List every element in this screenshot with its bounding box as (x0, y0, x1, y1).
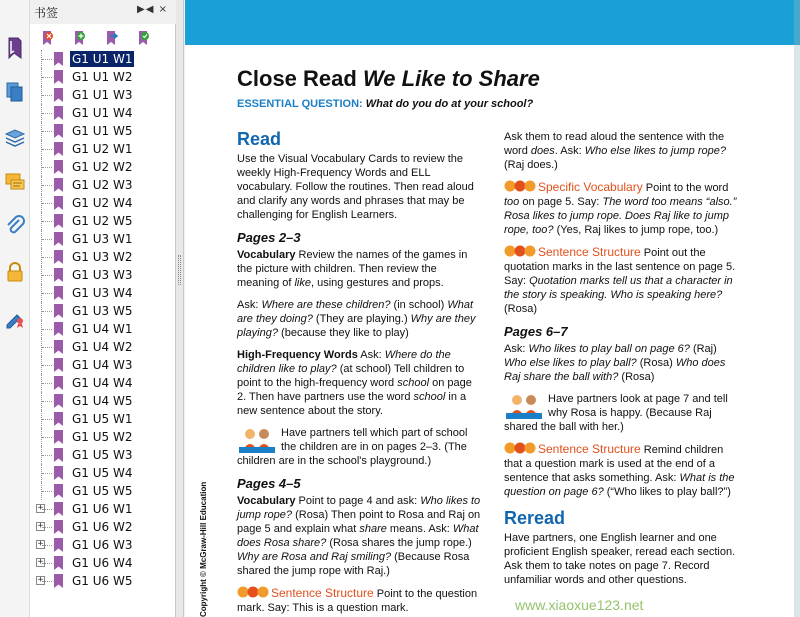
text-run: Ask: (237, 299, 262, 311)
expand-bookmark-icon[interactable] (104, 30, 120, 46)
tree-line (42, 113, 52, 114)
document-view (185, 0, 800, 617)
bookmark-label: G1 U6 W3 (72, 538, 133, 552)
bookmark-label: G1 U2 W1 (72, 142, 133, 156)
bookmark-icon (54, 286, 63, 300)
bookmark-label: G1 U2 W5 (72, 214, 133, 228)
text-run: Point to the question mark. Say: This is a question mark. (237, 588, 478, 614)
text-run: Point to the word (642, 182, 729, 194)
bookmark-item[interactable] (30, 50, 176, 68)
bookmark-icon (54, 574, 63, 588)
bookmark-label: G1 U5 W1 (72, 412, 133, 426)
text-run: Who likes to jump rope? (237, 495, 481, 521)
bookmark-icon (54, 376, 63, 390)
bookmark-label: G1 U1 W3 (72, 88, 133, 102)
tree-line (42, 185, 52, 186)
text-run: does (530, 145, 555, 157)
bookmark-item[interactable] (30, 86, 176, 104)
text-run: means. Ask: (386, 523, 453, 535)
bookmark-item[interactable] (30, 464, 176, 482)
bookmark-item[interactable] (30, 482, 176, 500)
splitter-grip[interactable] (178, 255, 181, 285)
bookmark-icon (54, 70, 63, 84)
tree-line (42, 311, 52, 312)
sentence-structure-label: Sentence Structure (538, 245, 641, 259)
bookmark-label: G1 U6 W4 (72, 556, 133, 570)
pages-4-5-heading: Pages 4–5 (237, 476, 301, 491)
bookmark-icon (54, 322, 63, 336)
expand-toggle-icon[interactable]: + (37, 539, 44, 549)
tree-line (42, 527, 52, 528)
pages-2-3-heading: Pages 2–3 (237, 230, 301, 245)
tree-line (42, 167, 52, 168)
bookmark-item[interactable] (30, 356, 176, 374)
bookmark-icon (54, 556, 63, 570)
text-run: . Ask: (554, 145, 585, 157)
bookmark-label: G1 U4 W2 (72, 340, 133, 354)
bookmark-label: G1 U5 W4 (72, 466, 133, 480)
bookmark-item[interactable] (30, 500, 176, 518)
bookmark-icon (54, 124, 63, 138)
tree-line (42, 473, 52, 474)
text-run: like (294, 277, 311, 289)
ask-paragraph (237, 298, 481, 340)
tree-line (42, 329, 52, 330)
text-run: (“Who likes to play ball?”) (603, 486, 731, 498)
bookmark-label: G1 U1 W5 (72, 124, 133, 138)
text-run: school (413, 391, 446, 403)
panel-title: 书签 (34, 6, 59, 20)
bookmark-item[interactable] (30, 212, 176, 230)
bookmark-item[interactable] (30, 68, 176, 86)
text-run: on page 5. Say: (519, 196, 603, 208)
copyright-text: Copyright © McGraw-Hill Education (199, 481, 208, 617)
bookmark-panel (30, 0, 176, 617)
bookmark-item[interactable] (30, 320, 176, 338)
tree-line (42, 455, 52, 456)
collaborate-icon (237, 426, 277, 454)
act-badge-icon (237, 586, 269, 598)
text-run: share (359, 523, 387, 535)
bookmark-item[interactable] (30, 230, 176, 248)
bookmark-item[interactable] (30, 194, 176, 212)
essential-question-text: What do you do at your school? (365, 98, 534, 110)
act-badge-icon (504, 245, 536, 257)
text-run: Review the names of the games in the picture with children. Then review the meaning of (237, 249, 468, 289)
attachments-icon[interactable] (3, 214, 27, 238)
bookmark-icon (54, 214, 63, 228)
text-run: What does Rosa share? (237, 523, 479, 549)
text-run: school (397, 377, 430, 389)
text-run: (They are playing.) (312, 313, 411, 325)
bookmark-icon (54, 412, 63, 426)
signatures-icon[interactable] (3, 306, 27, 330)
sentence-structure-paragraph (237, 586, 481, 615)
bookmark-label: G1 U1 W1 (72, 52, 133, 66)
text-run: (at school) Tell children to point to the high-frequency word (237, 363, 465, 389)
text-run: What is the question on page 6? (504, 472, 735, 498)
sentence-structure-paragraph-2 (504, 442, 742, 499)
copyright-vertical (199, 481, 209, 617)
bookmark-label: G1 U2 W4 (72, 196, 133, 210)
text-run: (Because Rosa shared the jump rope with Raj.) (237, 551, 470, 577)
specific-vocabulary-paragraph (504, 180, 742, 237)
reread-paragraph: Have partners, one English learner and one proficient English speaker, reread each section. Ask them to take notes on page 7. Record unfamiliar words and other questions. (504, 532, 736, 586)
security-icon[interactable] (3, 260, 27, 284)
text-column-left (237, 128, 481, 617)
text-run: on page 2. Then have partners use the word (237, 377, 472, 403)
text-run: Ask: (357, 349, 385, 361)
text-run: in a new sentence about the story. (237, 391, 467, 417)
collapse-panel-icon[interactable]: ▶◀ (137, 4, 155, 15)
text-run: Point out the quotation marks in the last sentence on page 5. Say: (504, 247, 736, 287)
essential-question-label: ESSENTIAL QUESTION: (237, 98, 363, 110)
bookmark-item[interactable] (30, 536, 176, 554)
text-run: Who does Raj share the ball with? (504, 357, 726, 383)
collaborate-paragraph-2 (504, 392, 742, 434)
bookmark-label: G1 U1 W4 (72, 106, 133, 120)
bookmark-item[interactable] (30, 266, 176, 284)
panel-splitter[interactable] (176, 0, 184, 617)
read-heading: Read (237, 129, 282, 149)
text-run: Who likes to play ball on page 6? (528, 343, 690, 355)
tree-line (42, 347, 52, 348)
act-badge-icon (504, 180, 536, 192)
new-bookmark-icon[interactable] (72, 30, 88, 46)
bookmark-icon (54, 466, 63, 480)
tree-line (42, 257, 52, 258)
bookmark-icon (54, 520, 63, 534)
bookmark-item[interactable] (30, 158, 176, 176)
go-to-bookmark-icon[interactable] (136, 30, 152, 46)
layers-icon[interactable] (3, 126, 27, 150)
bookmark-label: G1 U6 W1 (72, 502, 133, 516)
tree-line (42, 491, 52, 492)
tree-line (42, 383, 52, 384)
expand-toggle-icon[interactable]: + (37, 575, 44, 585)
vocabulary-label: Vocabulary (237, 495, 296, 507)
pages-6-7-heading: Pages 6–7 (504, 324, 568, 339)
tree-line (42, 437, 52, 438)
expand-toggle-icon[interactable]: + (37, 503, 44, 513)
bookmark-label: G1 U1 W2 (72, 70, 133, 84)
text-run: Point to page 4 and ask: (295, 495, 421, 507)
bookmark-icon (54, 88, 63, 102)
bookmark-icon (54, 484, 63, 498)
navigation-icon-strip (0, 0, 30, 617)
bookmark-label: G1 U6 W5 (72, 574, 133, 588)
bookmark-icon (54, 430, 63, 444)
bookmark-icon (54, 106, 63, 120)
tree-line (42, 509, 52, 510)
text-run: Why are Rosa and Raj smiling? (237, 551, 392, 563)
text-run: Why are they playing? (237, 313, 476, 339)
bookmark-item[interactable] (30, 374, 176, 392)
delete-bookmark-icon[interactable] (40, 30, 56, 46)
bookmark-item[interactable] (30, 338, 176, 356)
text-run: (Yes, Raj likes to jump rope, too.) (553, 224, 719, 236)
bookmark-label: G1 U5 W2 (72, 430, 133, 444)
bookmark-icon (54, 304, 63, 318)
tree-line (42, 239, 52, 240)
bookmark-item[interactable] (30, 410, 176, 428)
bookmark-label: G1 U3 W1 (72, 232, 133, 246)
high-frequency-label: High-Frequency Words (237, 349, 358, 361)
bookmark-toolbar (30, 26, 176, 50)
vocabulary-label: Vocabulary (237, 249, 296, 261)
bookmark-icon (54, 538, 63, 552)
high-frequency-paragraph (237, 348, 481, 418)
bookmark-icon (54, 358, 63, 372)
bookmark-item[interactable] (30, 428, 176, 446)
bookmark-panel-header (30, 0, 176, 24)
tree-line (42, 275, 52, 276)
tree-line (42, 149, 52, 150)
text-run: (Rosa) (504, 303, 538, 315)
title-plain: Close Read (237, 66, 363, 91)
bookmark-label: G1 U3 W2 (72, 250, 133, 264)
bookmark-icon (54, 196, 63, 210)
ask-paragraph-2 (504, 342, 742, 384)
text-run: (Rosa) Then point to Rosa and Raj on page 5 and explain what (237, 509, 481, 535)
act-badge-icon (504, 442, 536, 454)
text-run: Have partners tell which part of school the children are in on pages 2–3. (The children are in the school's playground.) (237, 427, 468, 467)
tree-line (42, 203, 52, 204)
bookmark-label: G1 U2 W2 (72, 160, 133, 174)
tree-line (42, 95, 52, 96)
text-run: (Rosa) (636, 357, 676, 369)
bookmark-icon (54, 448, 63, 462)
bookmark-icon (54, 160, 63, 174)
text-run: The word too means “also.” Rosa likes to jump rope. Does Raj like to jump rope, too? (504, 196, 737, 236)
collaborate-icon (504, 392, 544, 420)
bookmark-item[interactable] (30, 518, 176, 536)
text-run: Ask: (504, 343, 529, 355)
bookmark-label: G1 U4 W5 (72, 394, 133, 408)
bookmark-item[interactable] (30, 284, 176, 302)
bookmark-label: G1 U3 W3 (72, 268, 133, 282)
expand-toggle-icon[interactable]: + (37, 521, 44, 531)
bookmark-label: G1 U4 W1 (72, 322, 133, 336)
bookmark-icon (54, 268, 63, 282)
tree-line (42, 419, 52, 420)
text-run: Remind children that a question mark is used at the end of a sentence that asks something. Ask: (504, 444, 724, 484)
tree-line (42, 59, 52, 60)
close-panel-icon[interactable]: × (158, 4, 168, 15)
bookmark-icon (54, 502, 63, 516)
text-run: Where are these children? (261, 299, 391, 311)
text-column-right (504, 130, 742, 595)
page-title (237, 66, 540, 92)
bookmark-icon (54, 340, 63, 354)
bookmark-icon (54, 250, 63, 264)
specific-vocabulary-label: Specific Vocabulary (538, 180, 643, 194)
comments-icon[interactable] (3, 170, 27, 194)
tree-line (42, 581, 52, 582)
text-run: Ask them to read aloud the sentence with the word (504, 131, 725, 157)
bookmark-icon (54, 142, 63, 156)
title-italic: We Like to Share (362, 66, 540, 91)
bookmarks-icon[interactable] (3, 36, 27, 60)
continued-paragraph (504, 130, 742, 172)
tree-line (42, 77, 52, 78)
panel-controls[interactable] (137, 4, 168, 15)
vocabulary-paragraph-2 (237, 494, 481, 578)
bookmark-item[interactable] (30, 392, 176, 410)
text-run: (Raj) (689, 343, 717, 355)
bookmark-icon (54, 232, 63, 246)
bookmark-label: G1 U5 W3 (72, 448, 133, 462)
text-run: Have partners look at page 7 and tell why Rosa is happy. (Because Raj shared the ball with her.) (504, 393, 728, 433)
bookmark-label: G1 U4 W4 (72, 376, 133, 390)
bookmark-item[interactable] (30, 302, 176, 320)
essential-question (237, 98, 533, 110)
collaborate-paragraph (237, 426, 481, 468)
tree-line (42, 545, 52, 546)
sentence-structure-paragraph (504, 245, 742, 316)
bookmark-icon (54, 52, 63, 66)
sentence-structure-label: Sentence Structure (271, 586, 374, 600)
bookmark-label: G1 U3 W4 (72, 286, 133, 300)
bookmark-item[interactable] (30, 140, 176, 158)
sentence-structure-label: Sentence Structure (538, 442, 641, 456)
expand-toggle-icon[interactable]: + (37, 557, 44, 567)
bookmark-item[interactable] (30, 446, 176, 464)
watermark: www.xiaoxue123.net (515, 597, 644, 613)
tree-line (42, 365, 52, 366)
text-run: Where do the children like to play? (237, 349, 451, 375)
bookmark-item[interactable] (30, 122, 176, 140)
text-run: (because they like to play) (277, 327, 409, 339)
bookmark-label: G1 U6 W2 (72, 520, 133, 534)
page-edge (794, 0, 800, 617)
text-run: , using gestures and props. (311, 277, 444, 289)
bookmark-label: G1 U5 W5 (72, 484, 133, 498)
page-header-banner (185, 0, 800, 45)
text-run: Quotation marks tell us that a character in the story is speaking. Who is speaking here? (504, 275, 733, 301)
vocabulary-paragraph (237, 248, 481, 290)
tree-line (42, 401, 52, 402)
tree-line (42, 563, 52, 564)
text-run: (Rosa) (618, 371, 655, 383)
text-run: Who else likes to play ball? (504, 357, 637, 369)
text-run: (Raj does.) (504, 159, 558, 171)
tree-line (42, 131, 52, 132)
read-paragraph: Use the Visual Vocabulary Cards to review the weekly High-Frequency Words and ELL vocabulary. Follow the routines. Then read aloud and clarify any words and phrases that may be challenging for English Learners. (237, 153, 474, 221)
bookmark-label: G1 U3 W5 (72, 304, 133, 318)
bookmark-icon (54, 178, 63, 192)
bookmark-item[interactable] (30, 248, 176, 266)
text-run: too (504, 196, 520, 208)
bookmark-item[interactable] (30, 176, 176, 194)
text-run: (in school) (390, 299, 448, 311)
text-run: (Rosa shares the jump rope.) (326, 537, 472, 549)
bookmark-item[interactable] (30, 554, 176, 572)
text-run: Who else likes to jump rope? (584, 145, 726, 157)
pages-icon[interactable] (3, 80, 27, 104)
tree-line (42, 293, 52, 294)
bookmark-label: G1 U4 W3 (72, 358, 133, 372)
bookmark-item[interactable] (30, 572, 176, 590)
reread-heading: Reread (504, 508, 566, 528)
bookmark-icon (54, 394, 63, 408)
text-run: What are they doing? (237, 299, 474, 325)
bookmark-item[interactable] (30, 104, 176, 122)
tree-line (42, 221, 52, 222)
bookmark-label: G1 U2 W3 (72, 178, 133, 192)
